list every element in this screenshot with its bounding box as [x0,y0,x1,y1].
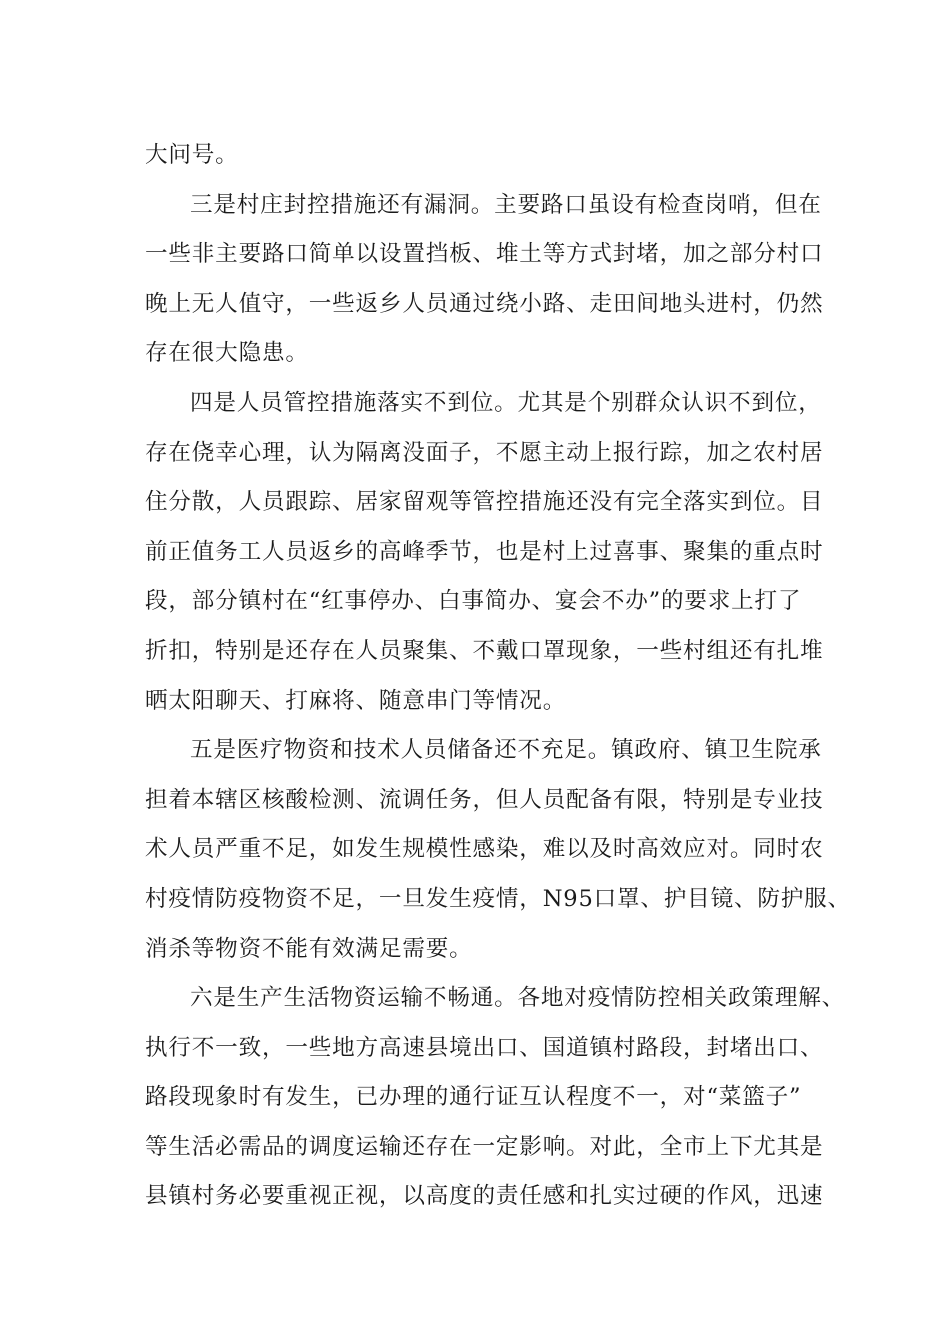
text-line: 消杀等物资不能有效满足需要。 [145,935,473,962]
text-line: 存在侥幸心理，认为隔离没面子，不愿主动上报行踪，加之农村居 [145,439,824,466]
text-line: 一些非主要路口简单以设置挡板、堆土等方式封堵，加之部分村口 [145,241,824,268]
text-line: 折扣，特别是还存在人员聚集、不戴口罩现象，一些村组还有扎堆 [145,637,824,664]
text-line: 执行不一致，一些地方高速县境出口、国道镇村路段，封堵出口、 [145,1034,824,1061]
text-line: 大问号。 [145,142,239,168]
paragraph-start-line: 三是村庄封控措施还有漏洞。主要路口虽设有检查岗哨，但在 [190,191,822,218]
paragraph-start-line: 六是生产生活物资运输不畅通。各地对疫情防控相关政策理解、 [190,985,846,1012]
text-line: 村疫情防疫物资不足，一旦发生疫情，N95口罩、护目镜、防护服、 [145,885,851,912]
text-line: 存在很大隐患。 [145,340,309,367]
text-line: 担着本辖区核酸检测、流调任务，但人员配备有限，特别是专业技 [145,786,824,813]
text-line: 晒太阳聊天、打麻将、随意串门等情况。 [145,687,567,714]
text-line: 等生活必需品的调度运输还存在一定影响。对此，全市上下尤其是 [145,1133,824,1160]
document-body [145,131,851,1222]
paragraph-start-line: 四是人员管控措施落实不到位。尤其是个别群众认识不到位， [190,389,822,416]
text-line: 晚上无人值守，一些返乡人员通过绕小路、走田间地头进村，仍然 [145,290,824,317]
text-line: 路段现象时有发生，已办理的通行证互认程度不一，对“菜篮子” [145,1084,802,1111]
text-line: 前正值务工人员返乡的高峰季节，也是村上过喜事、聚集的重点时 [145,538,824,565]
text-line: 术人员严重不足，如发生规模性感染，难以及时高效应对。同时农 [145,836,824,863]
text-line: 县镇村务必要重视正视，以高度的责任感和扎实过硬的作风，迅速 [145,1183,824,1210]
paragraph-start-line: 五是医疗物资和技术人员储备还不充足。镇政府、镇卫生院承 [190,737,822,764]
text-line: 住分散，人员跟踪、居家留观等管控措施还没有完全落实到位。目 [145,489,824,516]
text-line: 段，部分镇村在“红事停办、白事简办、宴会不办”的要求上打了 [145,588,802,615]
